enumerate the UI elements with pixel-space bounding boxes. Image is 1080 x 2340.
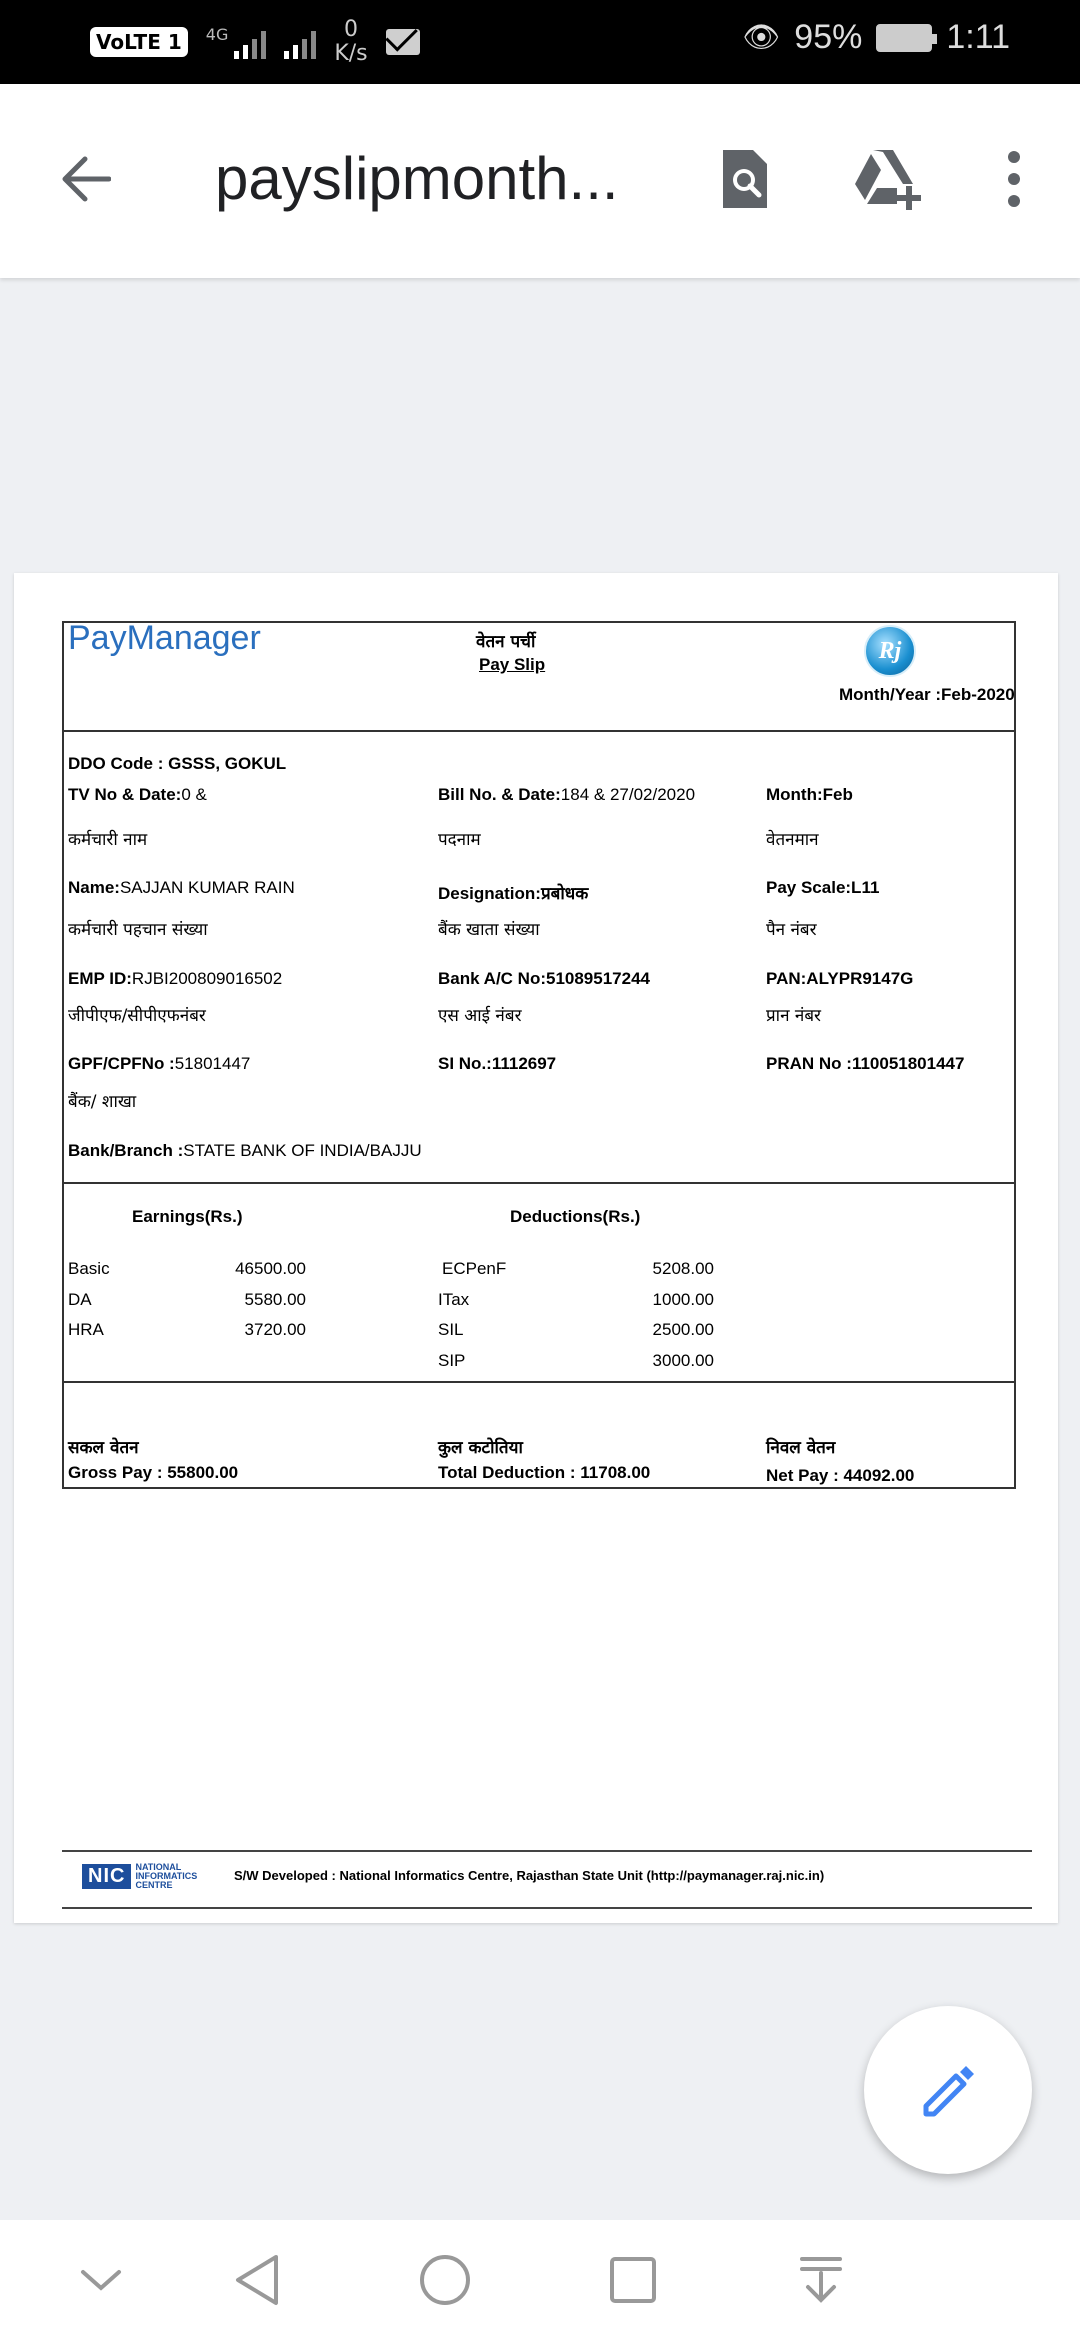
eye-comfort-icon: 👁 [742, 21, 781, 54]
footer-credit: S/W Developed : National Informatics Centre, Rajasthan State Unit (http://paymanager.raj.nic.in) [234, 1868, 825, 1883]
document-page[interactable] [14, 573, 1058, 1923]
designation-label-hindi: पदनाम [438, 830, 481, 850]
drive-add-icon [851, 146, 925, 212]
find-in-document-button[interactable] [705, 139, 785, 219]
payslip-title-hindi: वेतन पर्ची [476, 632, 536, 652]
paymanager-logo: PayManager [68, 619, 261, 657]
document-title: payslipmonth... [215, 145, 619, 212]
edit-button[interactable] [864, 2006, 1032, 2174]
payscale-label-hindi: वेतनमान [766, 830, 819, 850]
si-label-hindi: एस आई नंबर [438, 1006, 522, 1026]
more-options-button[interactable] [974, 139, 1054, 219]
home-nav-button[interactable] [410, 2250, 480, 2310]
pan-no: PAN:ALYPR9147G [766, 969, 914, 988]
deduction-amount: 1000.00 [652, 1290, 714, 1309]
battery-percent: 95% [794, 18, 863, 56]
deduction-amount: 3000.00 [652, 1351, 714, 1370]
network-type: 4G [205, 25, 229, 44]
signal-strength-icon [234, 25, 266, 59]
deductions-header: Deductions(Rs.) [510, 1207, 641, 1226]
pencil-icon [918, 2060, 978, 2120]
bank-account-no: Bank A/C No:51089517244 [438, 969, 650, 988]
back-nav-button[interactable] [222, 2250, 292, 2310]
notification-pull-button[interactable] [786, 2250, 856, 2310]
mail-icon [386, 29, 420, 55]
si-no: SI No.:1112697 [438, 1054, 557, 1073]
employee-name-label-hindi: कर्मचारी नाम [68, 830, 148, 850]
chevron-down-icon [79, 2268, 123, 2292]
total-deduction-label-hindi: कुल कटोतिया [438, 1438, 523, 1458]
deduction-amount: 5208.00 [652, 1259, 714, 1278]
gpf-cpf-no: GPF/CPFNo :51801447 [68, 1054, 251, 1073]
gpf-label-hindi: जीपीएफ/सीपीएफनंबर [68, 1006, 206, 1026]
network-speed: 0 K/s [334, 17, 368, 66]
deduction-label: SIL [438, 1320, 464, 1339]
total-deduction: Total Deduction : 11708.00 [438, 1463, 651, 1482]
pull-down-icon [796, 2253, 846, 2307]
gross-pay-label-hindi: सकल वेतन [68, 1438, 139, 1458]
emp-id-label-hindi: कर्मचारी पहचान संख्या [68, 920, 208, 940]
deduction-amount: 2500.00 [652, 1320, 714, 1339]
emp-id: EMP ID:RJBI200809016502 [68, 969, 283, 988]
battery-icon [876, 24, 932, 52]
save-to-drive-button[interactable] [848, 139, 928, 219]
earning-amount: 5580.00 [244, 1290, 306, 1309]
arrow-back-icon [59, 155, 111, 203]
month: Month:Feb [766, 785, 853, 804]
earning-label: DA [68, 1290, 92, 1309]
navigation-bar [0, 2220, 1080, 2340]
earning-amount: 46500.00 [235, 1259, 306, 1278]
payslip-title: Pay Slip [479, 655, 546, 674]
clock: 1:11 [946, 18, 1010, 56]
rajasthan-logo: Rj [864, 625, 916, 677]
pran-label-hindi: प्रान नंबर [766, 1006, 822, 1026]
bank-branch: Bank/Branch :STATE BANK OF INDIA/BAJJU [68, 1141, 422, 1160]
document-search-icon [717, 146, 773, 212]
status-bar [0, 0, 1080, 84]
volte-badge: VoLTE 1 [90, 27, 188, 57]
divider [64, 1381, 1014, 1383]
footer-rule [62, 1850, 1032, 1852]
recents-nav-button[interactable] [598, 2250, 668, 2310]
month-year: Month/Year :Feb-2020 [839, 685, 1015, 704]
divider [64, 730, 1014, 732]
pan-label-hindi: पैन नंबर [766, 920, 817, 940]
bank-ac-label-hindi: बैंक खाता संख्या [438, 920, 540, 940]
net-pay: Net Pay : 44092.00 [766, 1466, 915, 1485]
back-button[interactable] [50, 144, 120, 214]
designation: Designation:प्रबोधक [438, 884, 589, 904]
app-bar [0, 84, 1080, 278]
pran-no: PRAN No :110051801447 [766, 1054, 965, 1073]
deduction-label: ITax [438, 1290, 470, 1309]
signal-strength-icon-2 [284, 25, 316, 59]
divider [64, 1182, 1014, 1184]
deduction-label: SIP [438, 1351, 466, 1370]
footer-rule [62, 1907, 1032, 1909]
more-vert-icon [1004, 149, 1024, 209]
circle-home-icon [418, 2253, 472, 2307]
pay-scale: Pay Scale:L11 [766, 878, 880, 897]
nic-logo: NIC NATIONAL INFORMATICS CENTRE [82, 1863, 197, 1890]
triangle-back-icon [232, 2253, 282, 2307]
bank-branch-label-hindi: बैंक/ शाखा [68, 1092, 137, 1112]
hide-nav-button[interactable] [66, 2250, 136, 2310]
square-recents-icon [608, 2255, 658, 2305]
gross-pay: Gross Pay : 55800.00 [68, 1463, 239, 1482]
deduction-label: ECPenF [442, 1259, 507, 1278]
earning-amount: 3720.00 [244, 1320, 306, 1339]
earnings-header: Earnings(Rs.) [132, 1207, 243, 1226]
pay-slip [62, 621, 1016, 1489]
ddo-code: DDO Code : GSSS, GOKUL [68, 754, 287, 773]
tv-no-date: TV No & Date:0 & [68, 785, 207, 804]
earning-label: Basic [68, 1259, 110, 1278]
employee-name: Name:SAJJAN KUMAR RAIN [68, 878, 295, 897]
bill-no-date: Bill No. & Date:184 & 27/02/2020 [438, 785, 696, 804]
earning-label: HRA [68, 1320, 104, 1339]
net-pay-label-hindi: निवल वेतन [766, 1438, 836, 1458]
